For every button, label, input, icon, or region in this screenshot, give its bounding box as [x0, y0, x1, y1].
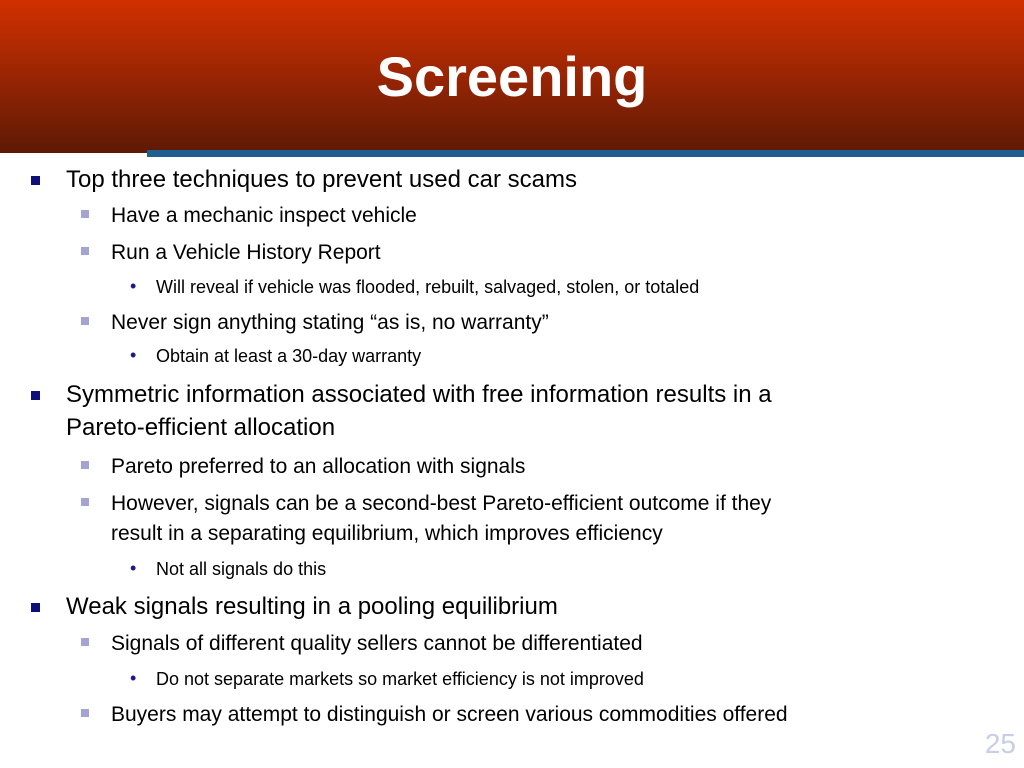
square-bullet-icon — [31, 603, 40, 612]
sub-bullet-text: However, signals can be a second-best Pareto-efficient outcome if they — [111, 492, 772, 515]
bullet-text: Weak signals resulting in a pooling equilibrium — [66, 593, 558, 620]
square-bullet-icon — [81, 461, 89, 469]
square-bullet-icon — [81, 317, 89, 325]
sub-bullet-text: Run a Vehicle History Report — [111, 241, 381, 264]
square-bullet-icon — [81, 709, 89, 717]
square-bullet-icon — [81, 638, 89, 646]
square-bullet-icon — [81, 210, 89, 218]
sub-sub-bullet-text: Not all signals do this — [156, 559, 327, 579]
bullet-text: Top three techniques to prevent used car scams — [66, 166, 577, 193]
bullet-text-continuation: Pareto-efficient allocation — [66, 414, 336, 441]
sub-bullet-text: Pareto preferred to an allocation with signals — [111, 455, 526, 478]
square-bullet-icon — [31, 176, 40, 185]
dot-bullet-icon: • — [130, 668, 137, 688]
square-bullet-icon — [81, 247, 89, 255]
sub-bullet-text: Never sign anything stating “as is, no warranty” — [111, 311, 549, 334]
square-bullet-icon — [81, 498, 89, 506]
sub-sub-bullet-text: Obtain at least a 30-day warranty — [156, 346, 422, 366]
sub-bullet-text-continuation: result in a separating equilibrium, which improves efficiency — [111, 522, 663, 545]
dot-bullet-icon: • — [130, 558, 137, 578]
bullet-text: Symmetric information associated with free information results in a — [66, 381, 772, 408]
sub-bullet-text: Have a mechanic inspect vehicle — [111, 204, 417, 227]
slide-title: Screening — [376, 45, 648, 108]
dot-bullet-icon: • — [130, 276, 137, 296]
dot-bullet-icon: • — [130, 345, 137, 365]
square-bullet-icon — [31, 391, 40, 400]
sub-bullet-text: Signals of different quality sellers cannot be differentiated — [111, 632, 643, 655]
sub-bullet-text: Buyers may attempt to distinguish or screen various commodities offered — [111, 703, 788, 726]
page-number: 25 — [984, 728, 1016, 759]
sub-sub-bullet-text: Do not separate markets so market efficiency is not improved — [156, 669, 644, 689]
sub-sub-bullet-text: Will reveal if vehicle was flooded, rebuilt, salvaged, stolen, or totaled — [156, 277, 700, 297]
